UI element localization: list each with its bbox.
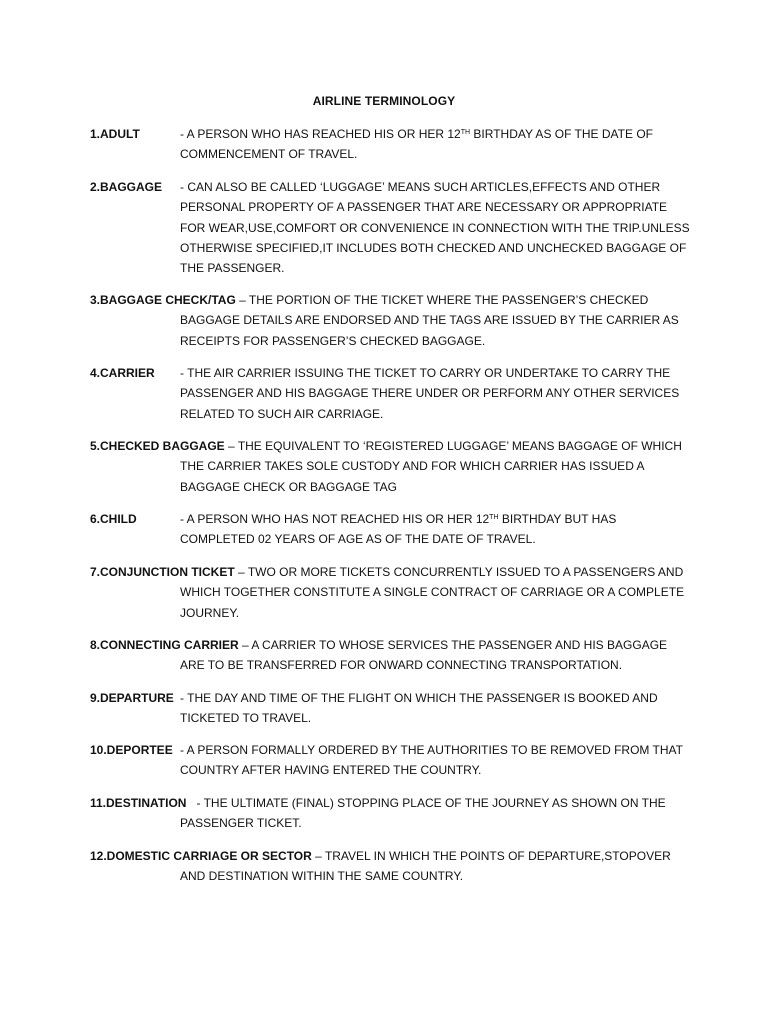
term-definition: - CAN ALSO BE CALLED ‘LUGGAGE’ MEANS SUCH ARTICLES,EFFECTS AND OTHER PERSONAL PROPERTY OF A PASSENGER THAT ARE NECESSARY OR APPROPRIATE FOR WEAR,USE,COMFORT OR CONVENIENCE IN CONNECTION WITH THE TRIP.UNLESS OTHERWISE SPECIFIED,IT INCLUDES BOTH CHECKED AND UNCHECKED BAGGAGE OF THE PASSENGER.	[180, 180, 690, 276]
term-label: 1.ADULT	[90, 127, 140, 141]
term-label: 10.DEPORTEE	[90, 743, 173, 757]
term-definition: – TWO OR MORE TICKETS CONCURRENTLY ISSUED TO A PASSENGERS AND WHICH TOGETHER CONSTITUTE A SINGLE CONTRACT OF CARRIAGE OR A COMPLETE JOURNEY.	[180, 565, 685, 620]
glossary-entry-adult	[90, 124, 690, 165]
glossary-entry-departure	[90, 688, 690, 729]
term-label: 2.BAGGAGE	[90, 180, 163, 194]
glossary-entry-baggage-check-tag	[90, 290, 690, 351]
glossary-entry-connecting-carrier	[90, 635, 690, 676]
glossary-entry-deportee	[90, 740, 690, 781]
term-definition: - A PERSON WHO HAS NOT REACHED HIS OR HER 12	[180, 512, 490, 526]
term-definition: – THE EQUIVALENT TO ‘REGISTERED LUGGAGE’ MEANS BAGGAGE OF WHICH THE CARRIER TAKES SOLE CUSTODY AND FOR WHICH CARRIER HAS ISSUED A BAGGAGE CHECK OR BAGGAGE TAG	[180, 439, 682, 494]
term-label: 9.DEPARTURE	[90, 691, 174, 705]
term-definition: – THE PORTION OF THE TICKET WHERE THE PASSENGER’S CHECKED BAGGAGE DETAILS ARE ENDORSED AND THE TAGS ARE ISSUED BY THE CARRIER AS RECEIPTS FOR PASSENGER’S CHECKED BAGGAGE.	[180, 293, 679, 348]
term-definition: - A PERSON WHO HAS REACHED HIS OR HER 12	[180, 127, 461, 141]
superscript: TH	[489, 514, 499, 521]
term-definition: - A PERSON FORMALLY ORDERED BY THE AUTHORITIES TO BE REMOVED FROM THAT COUNTRY AFTER HAVING ENTERED THE COUNTRY.	[180, 743, 683, 778]
term-label: 8.CONNECTING CARRIER	[90, 638, 239, 652]
term-label: 3.BAGGAGE CHECK/TAG	[90, 293, 236, 307]
term-label: 11.DESTINATION	[90, 796, 187, 810]
glossary-entry-checked-baggage	[90, 436, 690, 497]
term-label: 7.CONJUNCTION TICKET	[90, 565, 235, 579]
term-label: 5.CHECKED BAGGAGE	[90, 439, 225, 453]
term-definition: - THE AIR CARRIER ISSUING THE TICKET TO CARRY OR UNDERTAKE TO CARRY THE PASSENGER AND HIS BAGGAGE THERE UNDER OR PERFORM ANY OTHER SERVICES RELATED TO SUCH AIR CARRIAGE.	[180, 366, 680, 421]
glossary-entry-conjunction-ticket	[90, 562, 690, 623]
glossary-entry-carrier	[90, 363, 690, 424]
term-definition-cont: BIRTHDAY BUT HAS COMPLETED 02 YEARS OF AGE AS OF THE DATE OF TRAVEL.	[180, 512, 617, 547]
term-definition: – A CARRIER TO WHOSE SERVICES THE PASSENGER AND HIS BAGGAGE ARE TO BE TRANSFERRED FOR ONWARD CONNECTING TRANSPORTATION.	[180, 638, 668, 673]
glossary-entry-child	[90, 509, 690, 550]
term-definition: - THE DAY AND TIME OF THE FLIGHT ON WHICH THE PASSENGER IS BOOKED AND TICKETED TO TRAVEL.	[180, 691, 658, 726]
term-definition: – TRAVEL IN WHICH THE POINTS OF DEPARTURE,STOPOVER AND DESTINATION WITHIN THE SAME COUNTRY.	[180, 849, 671, 884]
glossary-entry-destination	[90, 793, 690, 834]
term-label: 12.DOMESTIC CARRIAGE OR SECTOR	[90, 849, 312, 863]
term-label: 6.CHILD	[90, 512, 137, 526]
superscript: TH	[460, 129, 471, 136]
glossary-entry-baggage	[90, 177, 690, 278]
term-label: 4.CARRIER	[90, 366, 155, 380]
term-definition: - THE ULTIMATE (FINAL) STOPPING PLACE OF THE JOURNEY AS SHOWN ON THE PASSENGER TICKET.	[180, 796, 669, 831]
glossary-entry-domestic-carriage	[90, 846, 690, 887]
term-definition-cont: BIRTHDAY AS OF THE DATE OF COMMENCEMENT OF TRAVEL.	[180, 127, 654, 162]
document-title: AIRLINE TERMINOLOGY	[312, 94, 456, 108]
